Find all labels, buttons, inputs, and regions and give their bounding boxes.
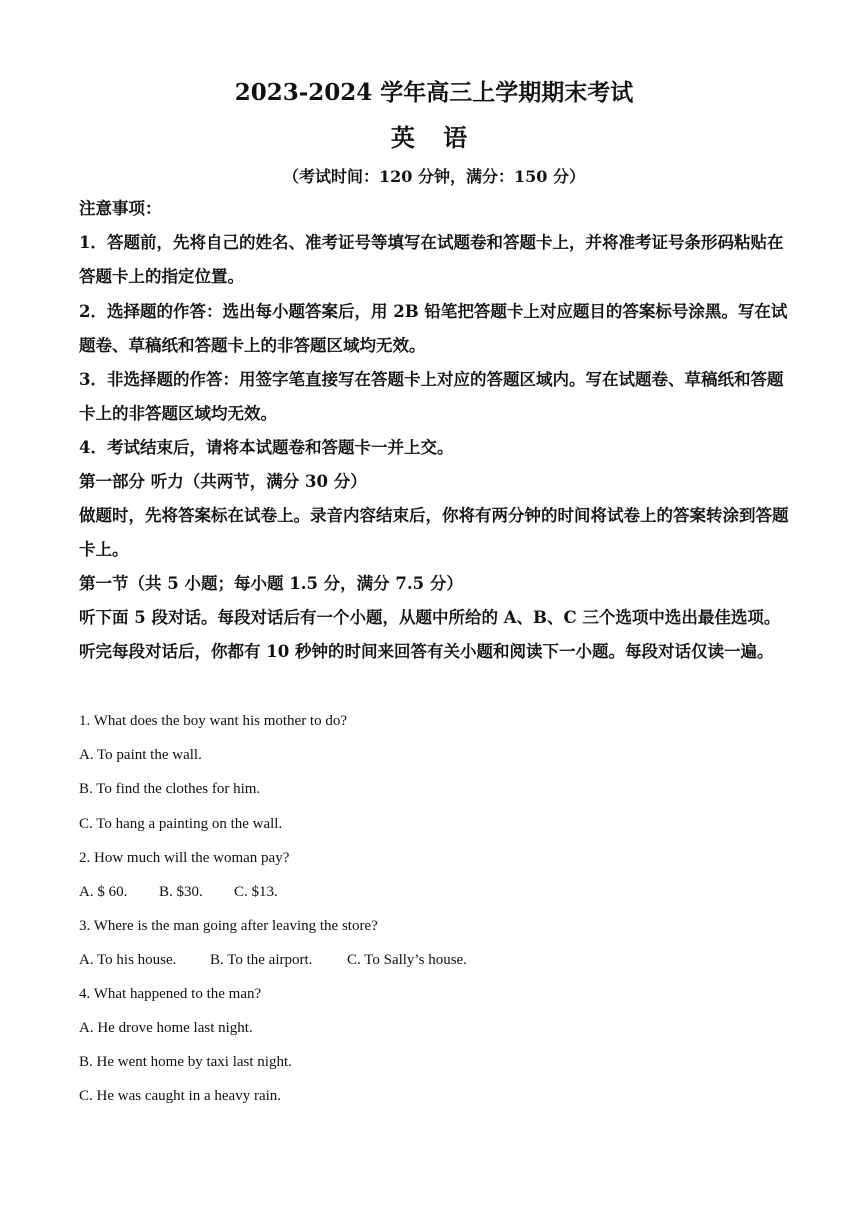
- question-4-option-c: C. He was caught in a heavy rain.: [79, 1088, 282, 1104]
- part1-heading: 第一部分 听力（共两节，满分 30 分）: [79, 472, 367, 491]
- note-item-1: 1．答题前，先将自己的姓名、准考证号等填写在试题卷和答题卡上，并将准考证号条形码粘贴在答题卡上的指定位置。: [79, 233, 784, 286]
- exam-info: （考试时间：120 分钟，满分：150 分）: [283, 167, 585, 186]
- question-3-stem: 3. Where is the man going after leaving the store?: [79, 918, 378, 934]
- exam-title: 2023-2024 学年高三上学期期末考试: [234, 79, 634, 106]
- note-item-3: 3．非选择题的作答：用签字笔直接写在答题卡上对应的答题区域内。写在试题卷、草稿纸和答题卡上的非答题区域均无效。: [79, 370, 784, 423]
- exam-subject: 英 语: [390, 123, 478, 152]
- question-3-options: [79, 950, 467, 970]
- part1-instructions: 做题时，先将答案标在试卷上。录音内容结束后，你将有两分钟的时间将试卷上的答案转涂到答题卡上。: [79, 506, 789, 559]
- section1-heading: 第一节（共 5 小题；每小题 1.5 分，满分 7.5 分）: [79, 574, 463, 593]
- question-3-option-b: B. To the airport.: [210, 952, 313, 968]
- question-1-option-b: B. To find the clothes for him.: [79, 781, 261, 797]
- question-4-option-b: B. He went home by taxi last night.: [79, 1054, 292, 1070]
- question-1-stem: 1. What does the boy want his mother to do?: [79, 713, 348, 729]
- question-2-stem: 2. How much will the woman pay?: [79, 850, 290, 866]
- question-1-option-a: A. To paint the wall.: [79, 747, 202, 763]
- question-2-option-c: C. $13.: [234, 884, 278, 900]
- note-item-2: 2．选择题的作答：选出每小题答案后，用 2B 铅笔把答题卡上对应题目的答案标号涂黑。写在试题卷、草稿纸和答题卡上的非答题区域均无效。: [79, 302, 788, 355]
- note-item-4: 4．考试结束后，请将本试题卷和答题卡一并上交。: [79, 438, 454, 457]
- question-4-option-a: A. He drove home last night.: [79, 1020, 253, 1036]
- question-2-option-a: A. $ 60.: [79, 884, 128, 900]
- question-3-option-a: A. To his house.: [79, 952, 177, 968]
- notes-heading: 注意事项：: [79, 199, 162, 218]
- question-3-option-c: C. To Sally’s house.: [347, 952, 467, 968]
- question-1-option-c: C. To hang a painting on the wall.: [79, 816, 283, 832]
- question-4-stem: 4. What happened to the man?: [79, 986, 262, 1002]
- question-2-options: [79, 882, 278, 902]
- section1-instructions: 听下面 5 段对话。每段对话后有一个小题，从题中所给的 A、B、C 三个选项中选出最佳选项。听完每段对话后，你都有 10 秒钟的时间来回答有关小题和阅读下一小题。每段对话仅读一遍。: [79, 608, 781, 661]
- question-2-option-b: B. $30.: [159, 884, 203, 900]
